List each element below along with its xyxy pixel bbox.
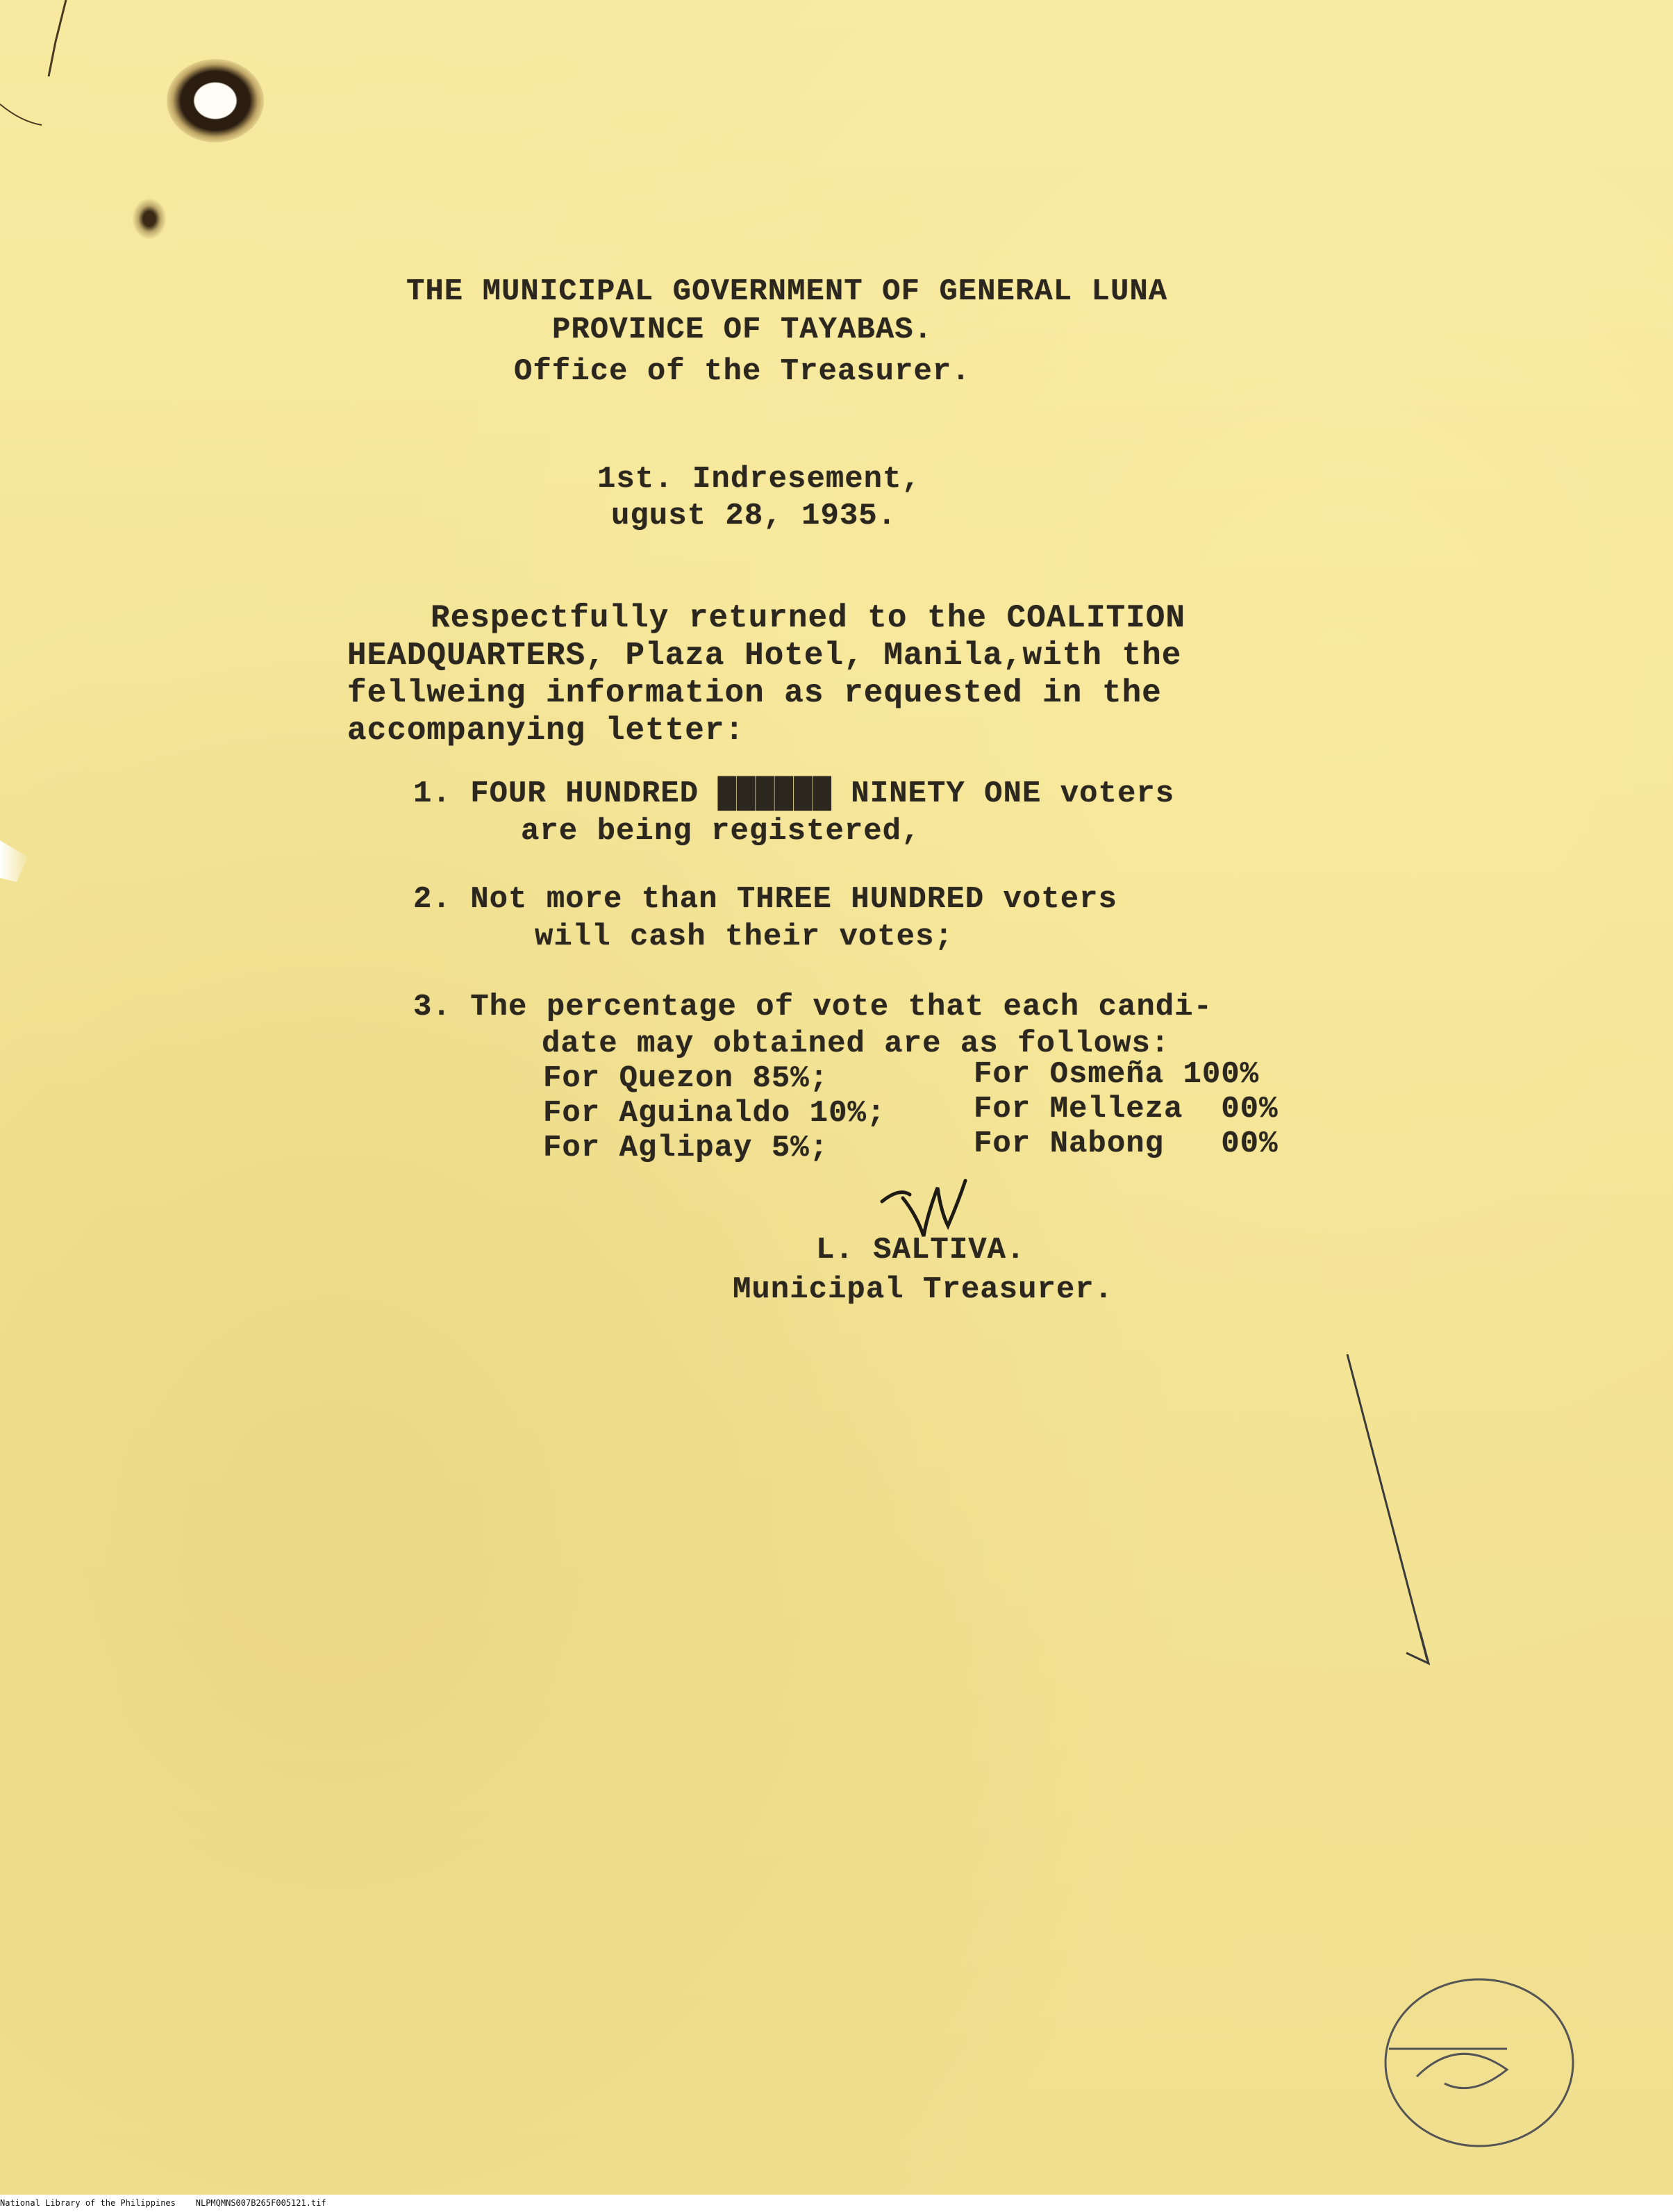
vote-nabong: For Nabong 00% [974,1126,1279,1161]
archive-footer: National Library of the Philippines NLPMQMNS007B265F005121.tif [0,2198,326,2208]
signatory-title: Municipal Treasurer. [733,1272,1114,1307]
header-province: PROVINCE OF TAYABAS. [552,313,933,347]
list-item-2-continued: will cash their votes; [535,920,954,954]
list-item-1: 1. FOUR HUNDRED ██████ NINETY ONE voters [413,776,1175,811]
edge-tear [0,840,28,882]
body-text-line: HEADQUARTERS, Plaza Hotel, Manila,with the [347,638,1182,674]
burn-hole [167,59,264,142]
body-text-line: fellweing information as requested in the [347,675,1162,711]
torn-corner-mark [0,0,83,153]
signatory-name: L. SALTIVA. [816,1233,1026,1267]
vote-osmena: For Osmeña 100% [974,1057,1260,1092]
pencil-margin-line [1333,1354,1458,1674]
list-item-3: 3. The percentage of vote that each candi- [413,990,1213,1024]
list-item-3-continued: date may obtained are as follows: [542,1026,1170,1061]
endorsement-title: 1st. Indresement, [597,462,921,497]
vote-quezon: For Quezon 85%; [543,1061,829,1096]
body-text-line: accompanying letter: [347,713,745,749]
list-item-1-continued: are being registered, [521,814,921,849]
vote-aglipay: For Aglipay 5%; [543,1131,829,1165]
header-municipality: THE MUNICIPAL GOVERNMENT OF GENERAL LUNA [406,274,1168,309]
burn-mark [132,198,167,240]
header-office: Office of the Treasurer. [514,354,971,389]
list-item-2: 2. Not more than THREE HUNDRED voters [413,882,1117,917]
endorsement-date: ugust 28, 1935. [611,499,897,533]
vote-aguinaldo: For Aguinaldo 10%; [543,1096,886,1131]
pencil-circle-mark [1361,1965,1583,2174]
body-text-line: Respectfully returned to the COALITION [431,600,1185,636]
vote-melleza: For Melleza 00% [974,1092,1279,1126]
